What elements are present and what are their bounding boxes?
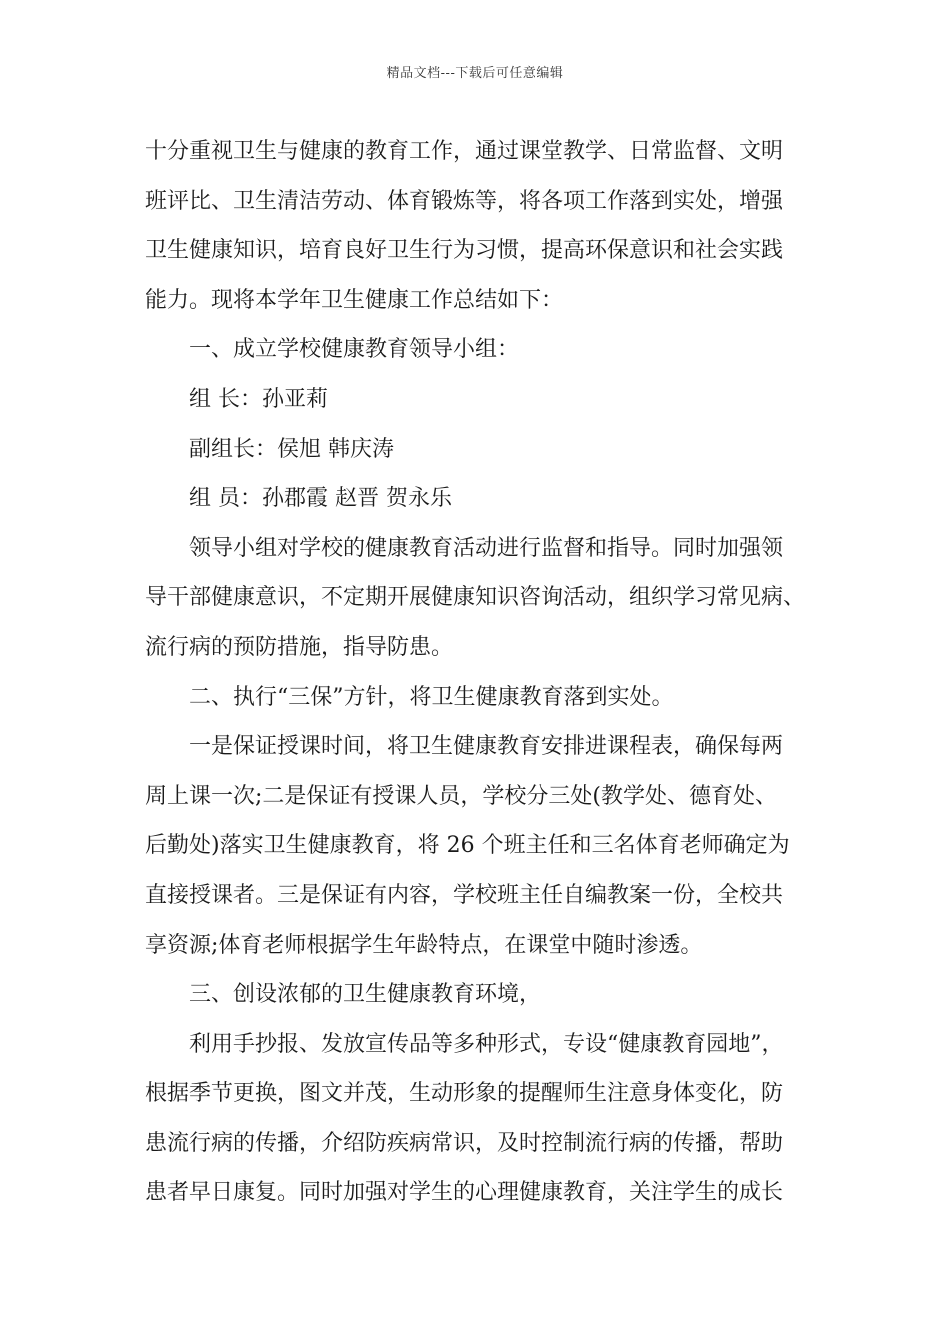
page-header: 精品文档---下载后可任意编辑	[386, 66, 564, 81]
section-heading-2: 二、执行“三保”方针，将卫生健康教育落到实处。	[189, 684, 674, 710]
document-body	[145, 127, 817, 1218]
text-line: 享资源;体育老师根据学生年龄特点，在课堂中随时渗透。	[145, 932, 703, 958]
text-line: 根据季节更换，图文并茂，生动形象的提醒师生注意身体变化，防	[145, 1081, 784, 1107]
text-line: 一是保证授课时间，将卫生健康教育安排进课程表，确保每两	[189, 734, 784, 760]
text-line: 利用手抄报、发放宣传品等多种形式，专设“健康教育园地”，	[189, 1031, 784, 1057]
deputy-leader-line: 副组长：侯旭 韩庆涛	[189, 436, 394, 462]
group-leader-line: 组 长：孙亚莉	[189, 386, 328, 412]
section-heading-3: 三、创设浓郁的卫生健康教育环境，	[189, 982, 542, 1008]
text-line: 十分重视卫生与健康的教育工作，通过课堂教学、日常监督、文明	[145, 139, 784, 164]
group-members-line: 组 员：孙郡霞 赵晋 贺永乐	[189, 486, 452, 512]
text-line: 患者早日康复。同时加强对学生的心理健康教育，关注学生的成长	[145, 1180, 784, 1206]
text-line: 周上课一次;二是保证有授课人员，学校分三处(教学处、德育处、	[145, 783, 777, 809]
text-line: 卫生健康知识，培育良好卫生行为习惯，提高环保意识和社会实践	[145, 238, 784, 264]
section-heading-1: 一、成立学校健康教育领导小组：	[189, 337, 520, 363]
text-line: 导干部健康意识，不定期开展健康知识咨询活动，组织学习常见病、	[145, 585, 806, 611]
text-line: 后勤处)落实卫生健康教育，将 26 个班主任和三名体育老师确定为	[145, 833, 790, 859]
text-line: 领导小组对学校的健康教育活动进行监督和指导。同时加强领	[189, 535, 784, 561]
text-line: 班评比、卫生清洁劳动、体育锻炼等，将各项工作落到实处，增强	[145, 188, 784, 214]
text-line: 流行病的预防措施，指导防患。	[145, 634, 454, 660]
text-line: 患流行病的传播，介绍防疾病常识，及时控制流行病的传播，帮助	[145, 1130, 784, 1156]
text-line: 直接授课者。三是保证有内容，学校班主任自编教案一份，全校共	[145, 882, 784, 908]
text-line: 能力。现将本学年卫生健康工作总结如下：	[145, 287, 564, 313]
